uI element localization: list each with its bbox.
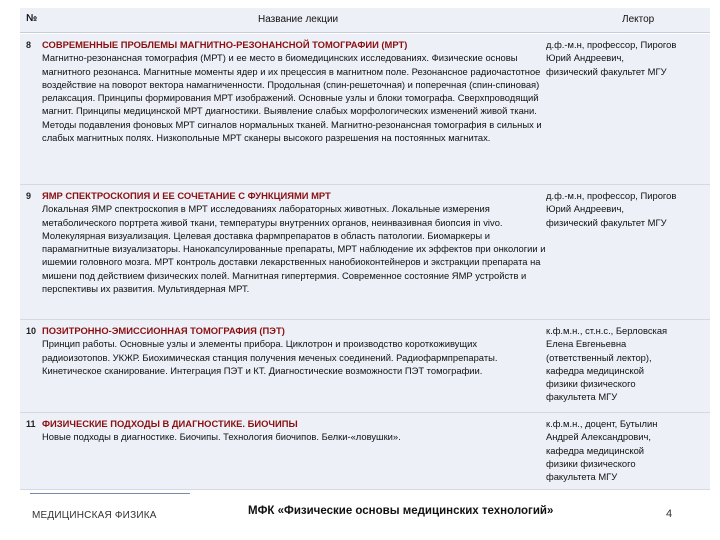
- lecturer-info: к.ф.м.н., доцент, Бутылин Андрей Александрович, кафедра медицинской физики физического факультета МГУ: [546, 418, 658, 483]
- lecture-text: Локальная ЯМР спектроскопия в МРТ исследованиях лабораторных животных. Локальные измерения метаболического портрета живой ткани, температуры внутренних органов, неинвазивная биопсия in vivo. Молекулярная визуализация. Целевая доставка фармпрепаратов в область патологии. Биомаркеры и парамагнитные визуализаторы. Нанокапсулированные препараты, МРТ наблюдение их эффектов при онкологии и ишемии головного мозга. МРТ контроль доставки лекарственных нанобиоконтейнеров и экстракции препарата на мишени под действием физических полей. Магнитная гипертермия. Современное состояние ЯМР устройств и перспективы их развития. Мультиядерная МРТ.: [42, 203, 546, 295]
- lecture-title: ЯМР СПЕКТРОСКОПИЯ И ЕЕ СОЧЕТАНИЕ С ФУНКЦИЯМИ МРТ: [42, 190, 331, 201]
- table-row: [20, 185, 710, 320]
- footer-divider: [30, 493, 190, 494]
- lecturer-info: д.ф.-м.н, профессор, Пирогов Юрий Андреевич, физический факультет МГУ: [546, 39, 677, 77]
- lecture-title: СОВРЕМЕННЫЕ ПРОБЛЕМЫ МАГНИТНО-РЕЗОНАНСНОЙ ТОМОГРАФИИ (МРТ): [42, 39, 408, 50]
- lecture-text: Магнитно-резонансная томография (МРТ) и ее место в биомедицинских исследованиях. Физические основы магнитного резонанса. Магнитные моменты ядер и их прецессия в магнитном поле. Резонансное радиочастотное воздействие на поворот вектора намагниченности. Продольная (спин-решеточная) и поперечная (спин-спиновая) релаксация. Принципы формирования МРТ изображений. Основные узлы и блоки томографа. Сверхпроводящий магнит. Принципы медицинской МРТ диагностики. Выявление слабых морфологических изменений живой ткани. Методы подавления фоновых МРТ сигналов нормальных тканей. Магнитно-резонансная томография в сильных и слабых магнитных полях. Низкопольные МРТ сканеры высокого разрешения на постоянных магнитах.: [42, 52, 542, 144]
- row-num: 10: [26, 326, 37, 336]
- row-body: [42, 417, 547, 444]
- table-row: [20, 320, 710, 413]
- header-lecturer: Лектор: [622, 14, 655, 25]
- row-body: [42, 189, 547, 295]
- header-num: №: [26, 13, 38, 24]
- row-num: 11: [26, 419, 36, 429]
- lecturer-info: к.ф.м.н., ст.н.с., Берловская Елена Евгеньевна (ответственный лектор), кафедра медицинской физики физического факультета МГУ: [546, 325, 668, 403]
- table-header: [20, 8, 710, 33]
- row-num: 8: [26, 40, 32, 50]
- row-num: 9: [26, 191, 32, 201]
- lecturer-info: д.ф.-м.н, профессор, Пирогов Юрий Андреевич, физический факультет МГУ: [546, 190, 677, 228]
- header-title: Название лекции: [258, 14, 339, 25]
- lecture-text: Принцип работы. Основные узлы и элементы прибора. Циклотрон и производство короткоживущих радиоизотопов. УКЖР. Биохимическая станция получения меченых соединений. Радиофармпрепараты. Кинетическое сканирование. Интеграция ПЭТ и КТ. Диагностические возможности ПЭТ томографии.: [42, 338, 498, 376]
- table-row: [20, 413, 710, 490]
- row-body: [42, 324, 547, 377]
- lecture-title: ПОЗИТРОННО-ЭМИССИОННАЯ ТОМОГРАФИЯ (ПЭТ): [42, 325, 285, 336]
- table-row: [20, 34, 710, 185]
- lecture-title: ФИЗИЧЕСКИЕ ПОДХОДЫ В ДИАГНОСТИКЕ. БИОЧИПЫ: [42, 418, 298, 429]
- footer-left-label: МЕДИЦИНСКАЯ ФИЗИКА: [32, 510, 157, 521]
- page-number: 4: [666, 508, 673, 520]
- lecture-text: Новые подходы в диагностике. Биочипы. Технология биочипов. Белки-«ловушки».: [42, 431, 401, 443]
- row-body: [42, 38, 547, 144]
- footer-course-title: МФК «Физические основы медицинских технологий»: [248, 505, 554, 517]
